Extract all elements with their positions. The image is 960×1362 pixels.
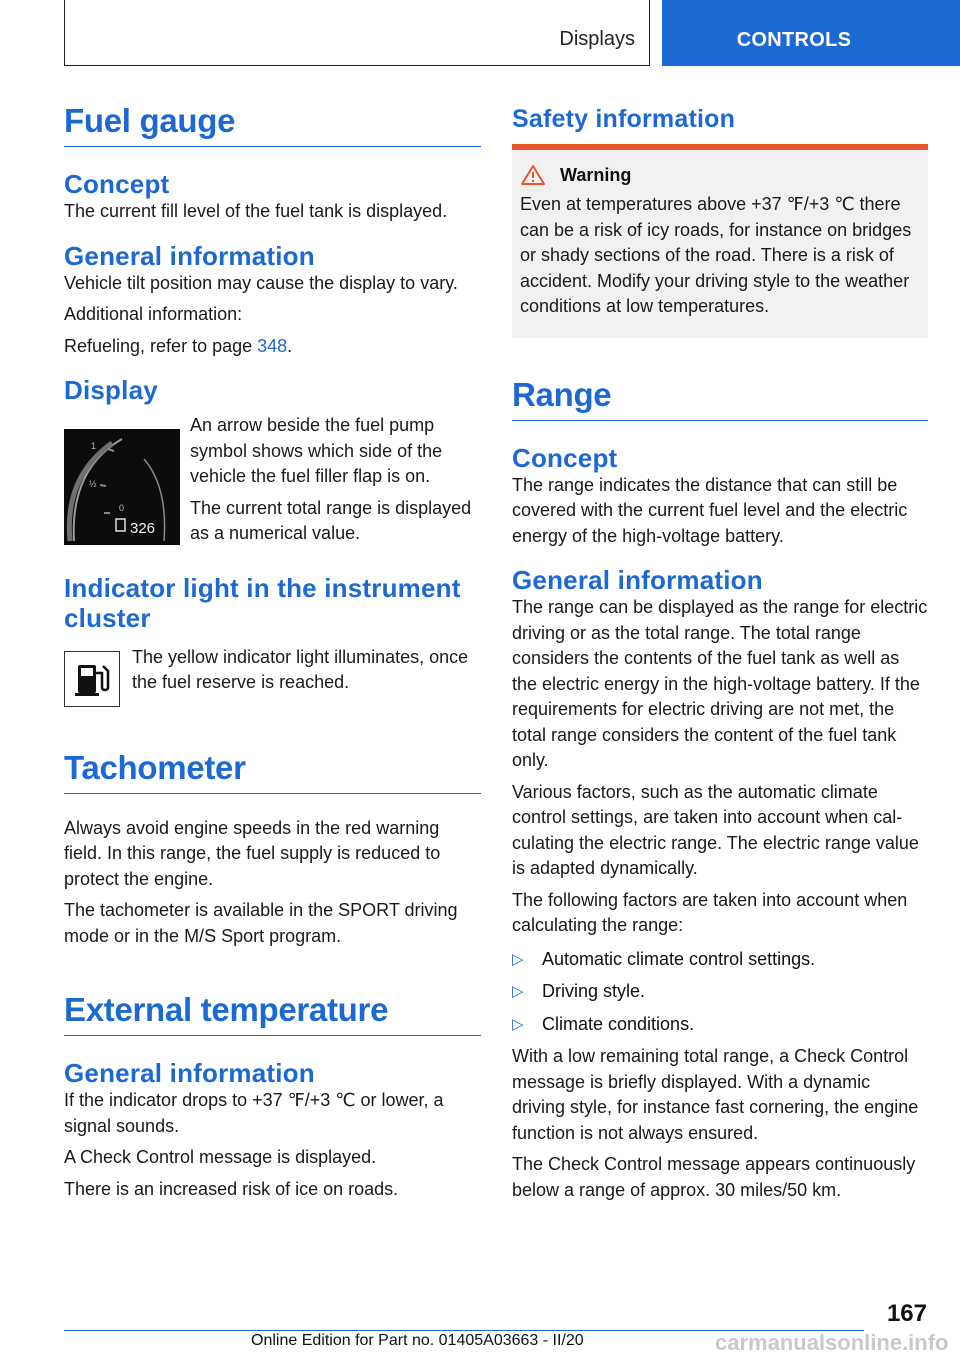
tachometer-heading: Tachometer	[64, 747, 481, 794]
right-column	[512, 100, 928, 1203]
range-general-text-3: The following factors are taken into account when calculating the range:	[512, 889, 908, 935]
indicator-light-heading: Indicator light in the instrument cluster	[64, 572, 461, 633]
fuel-display-text-1: An arrow beside the fuel pump symbol shows which side of the vehicle the fuel filler flap is on.	[190, 415, 443, 486]
fuel-gauge-cluster-image	[64, 429, 180, 545]
external-text-2: A Check Control message is displayed.	[64, 1147, 377, 1167]
fuel-gauge-heading: Fuel gauge	[64, 100, 481, 147]
safety-information-heading: Safety information	[512, 105, 736, 133]
external-temperature-heading: External temperature	[64, 989, 481, 1036]
range-text-5: The Check Control message appears continuously below a range of approx. 30 miles/50 km.	[512, 1154, 916, 1200]
range-concept-text: The range indicates the distance that can still be covered with the current fuel level and the electric energy of the high-voltage battery.	[512, 474, 908, 546]
page-number: 167	[886, 1300, 927, 1327]
svg-text:1: 1	[91, 441, 97, 451]
range-concept-heading: Concept	[512, 442, 618, 473]
header-section-title: Displays	[559, 28, 635, 50]
range-text-4: With a low remaining total range, a Check Control message is briefly displayed. With a dynamic driving style, for instance fast cornering, the engine function is not always ensured.	[512, 1046, 919, 1143]
range-factors-list	[512, 947, 928, 1038]
fuel-concept-text: The current fill level of the fuel tank is displayed.	[64, 201, 448, 221]
fuel-concept-heading: Concept	[64, 169, 170, 199]
fuel-general-text: Vehicle tilt position may cause the display to vary.	[64, 272, 458, 293]
watermark: carmanualsonline.info	[715, 1330, 949, 1355]
left-column	[64, 100, 481, 1202]
list-item: ▷ Climate conditions.	[512, 1013, 695, 1034]
fuel-display-text-2: The current total range is displayed as a numerical value.	[190, 497, 472, 543]
indicator-light-text: The yellow indicator light illuminates, once the fuel reserve is reached.	[132, 646, 469, 692]
warning-title: Warning	[560, 164, 632, 185]
fuel-pump-icon	[64, 651, 120, 707]
refuel-page-link[interactable]: 348	[257, 335, 288, 356]
range-general-text-1: The range can be displayed as the range for electric driving or as the total range. The total range considers the contents of the fuel tank as well as the electric energy in the high-voltage battery. If the requirements for electric driving are not met, the total range considers the content of the fuel tank only.	[512, 597, 928, 770]
tachometer-text-2: The tachometer is available in the SPORT driving mode or in the M/S Sport program.	[64, 900, 458, 946]
external-text-3: There is an increased risk of ice on roads.	[64, 1178, 399, 1199]
list-item: ▷ Driving style.	[512, 981, 646, 1001]
warning-text: Even at temperatures above +37 ℉/+3 ℃ there can be a risk of icy roads, for instance on bridges or shady sections of the road. There is a risk of accident. Modify your driving style to the weather conditions at low temperatures.	[520, 194, 912, 316]
range-heading: Range	[512, 374, 928, 421]
fuel-refuel-ref: Refueling, refer to page 348.	[64, 335, 293, 356]
svg-text:0: 0	[119, 503, 125, 513]
warning-triangle-icon	[520, 164, 546, 186]
header-chapter-tab	[662, 0, 960, 66]
header-chapter-title: CONTROLS	[736, 29, 852, 51]
external-text-1: If the indicator drops to +37 ℉/+3 ℃ or lower, a signal sounds.	[64, 1090, 444, 1136]
fuel-additional-info: Additional information:	[64, 304, 243, 324]
range-general-heading: General information	[512, 565, 763, 595]
footer-edition: Online Edition for Part no. 01405A03663 - II/20	[251, 1332, 584, 1349]
svg-text:½: ½	[89, 479, 97, 489]
external-general-heading: General information	[64, 1058, 315, 1088]
fuel-display-heading: Display	[64, 375, 158, 405]
header-section-box	[64, 0, 650, 66]
warning-box	[512, 144, 928, 338]
cluster-range-readout: 326	[130, 520, 156, 537]
list-item: ▷ Automatic climate control settings.	[512, 948, 816, 969]
tachometer-text-1: Always avoid engine speeds in the red warning field. In this range, the fuel supply is reduced to protect the engine.	[64, 817, 441, 889]
fuel-general-heading: General information	[64, 240, 315, 271]
range-general-text-2: Various factors, such as the automatic climate control settings, are taken into account when calculating the electric range. The electric range value is adapted dynamically.	[512, 781, 919, 878]
